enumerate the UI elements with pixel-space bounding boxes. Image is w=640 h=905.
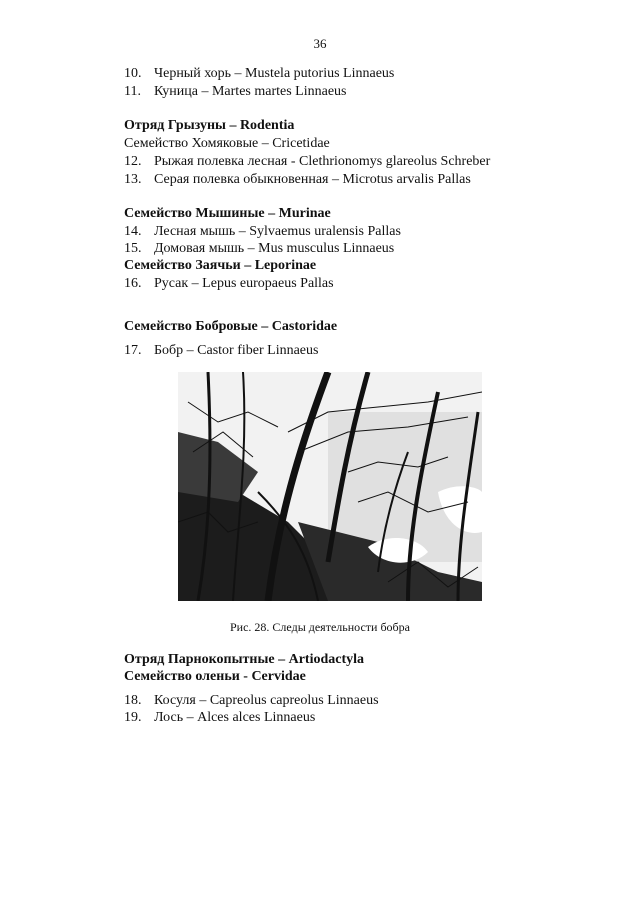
item-number: 19. [124, 710, 142, 725]
list-item [124, 66, 394, 82]
item-number: 10. [124, 66, 142, 81]
species-name: Бобр – Castor fiber Linnaeus [154, 343, 319, 358]
species-name: Косуля – Capreolus capreolus Linnaeus [154, 693, 379, 708]
species-name: Лесная мышь – Sylvaemus uralensis Pallas [154, 224, 401, 239]
list-item [124, 343, 318, 359]
family-heading-cervidae: Семейство оленьи - Cervidae [124, 669, 306, 684]
page-number: 36 [313, 36, 327, 51]
order-heading-artiodactyla: Отряд Парнокопытные – Artiodactyla [124, 652, 365, 667]
species-name: Куница – Martes martes Linnaeus [154, 84, 347, 99]
species-name: Лось – Alces alces Linnaeus [154, 710, 316, 725]
species-name: Домовая мышь – Mus musculus Linnaeus [154, 241, 395, 256]
list-item [124, 276, 334, 292]
list-item [124, 154, 490, 170]
family-heading-leporinae: Семейство Заячьи – Leporinae [124, 258, 317, 273]
list-item [124, 241, 394, 257]
item-number: 17. [124, 343, 142, 358]
item-number: 13. [124, 172, 142, 187]
species-name: Рыжая полевка лесная - Clethrionomys glareolus Schreber [154, 154, 491, 169]
list-item [124, 224, 401, 240]
item-number: 11. [124, 84, 141, 99]
species-name: Серая полевка обыкновенная – Microtus arvalis Pallas [154, 172, 471, 187]
item-number: 12. [124, 154, 142, 169]
list-item [124, 710, 315, 726]
list-item [124, 84, 347, 100]
beaver-activity-photo [178, 372, 482, 601]
family-heading-castoridae: Семейство Бобровые – Castoridae [124, 319, 338, 334]
species-name: Русак – Lepus europaeus Pallas [154, 276, 334, 291]
list-item [124, 172, 471, 188]
order-heading-rodentia: Отряд Грызуны – Rodentia [124, 118, 295, 133]
species-name: Черный хорь – Mustela putorius Linnaeus [154, 66, 395, 81]
item-number: 15. [124, 241, 142, 256]
item-number: 16. [124, 276, 142, 291]
item-number: 18. [124, 693, 142, 708]
family-heading-murinae: Семейство Мышиные – Murinae [124, 206, 331, 221]
item-number: 14. [124, 224, 142, 239]
list-item [124, 693, 379, 709]
figure-caption: Рис. 28. Следы деятельности бобра [230, 620, 410, 634]
photo-illustration [178, 372, 482, 601]
family-heading-cricetidae: Семейство Хомяковые – Cricetidae [124, 136, 330, 151]
